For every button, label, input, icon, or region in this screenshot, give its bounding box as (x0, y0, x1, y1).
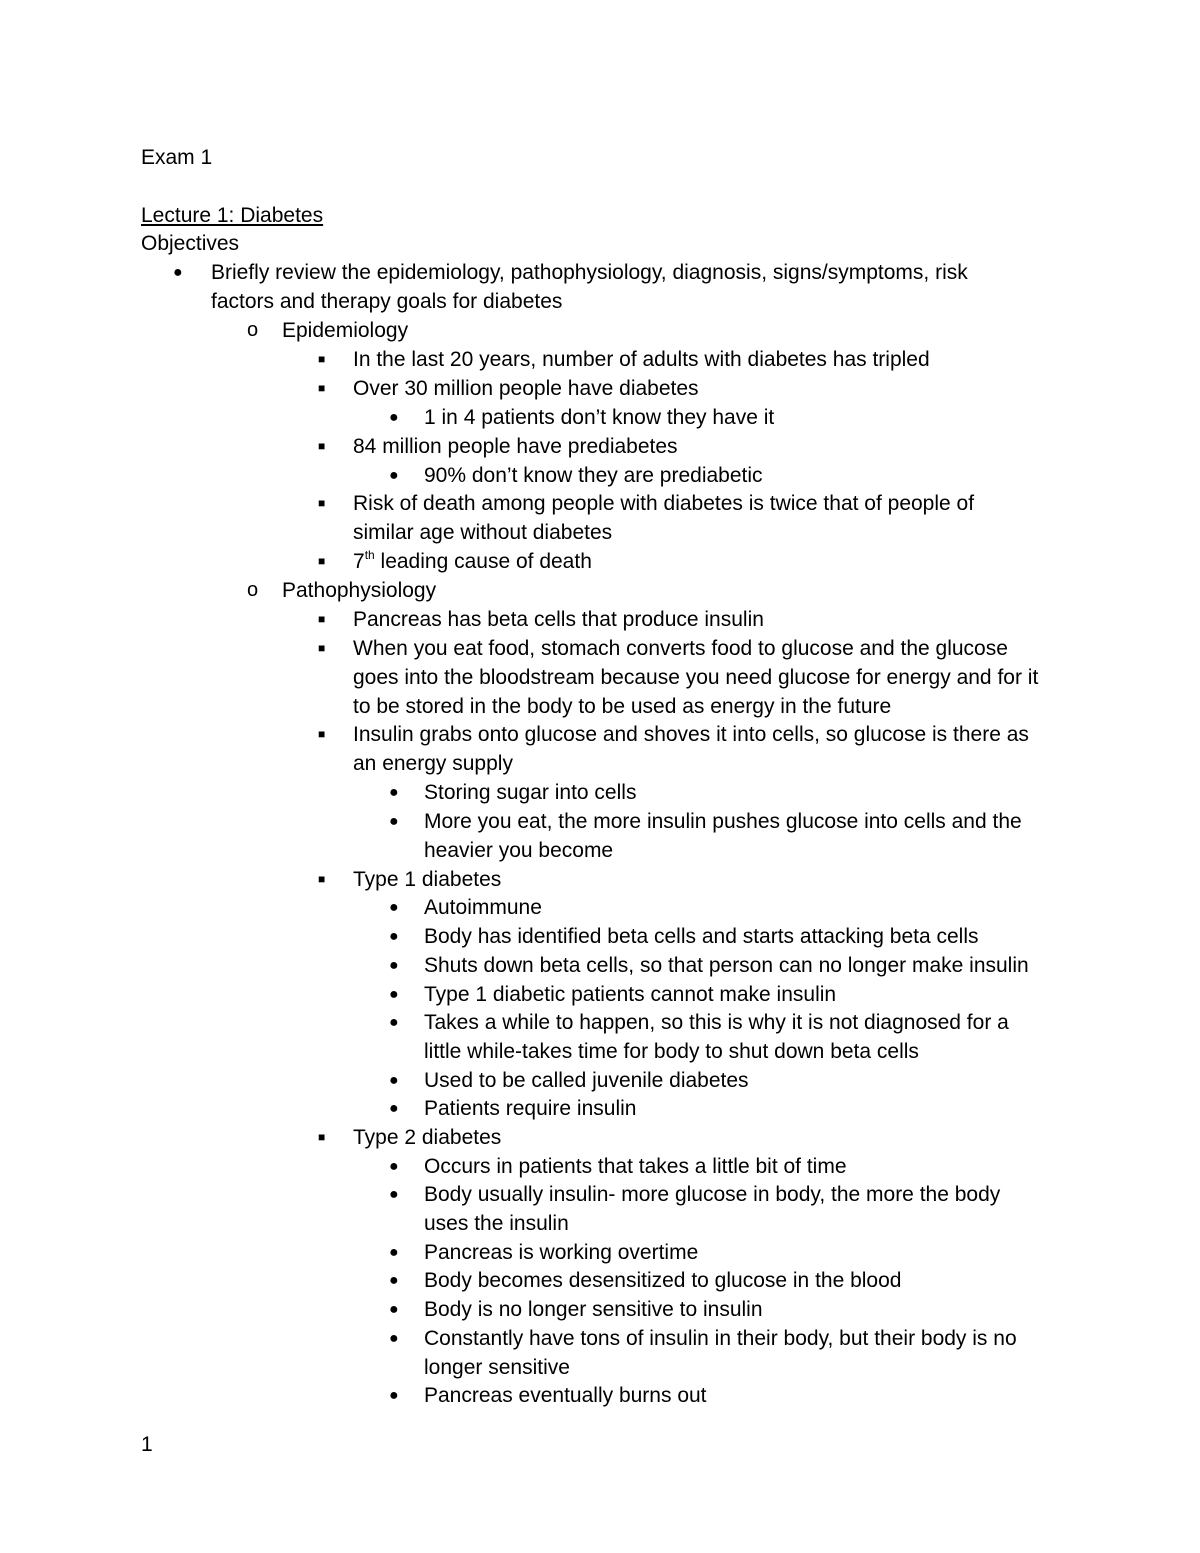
list-item (0, 258, 1200, 287)
item-text: Body usually insulin- more glucose in body, the more the body (424, 1183, 1001, 1206)
item-text: Patients require insulin (424, 1097, 637, 1120)
bullet-disc-icon: ● (389, 1186, 399, 1203)
list-item (0, 1295, 1200, 1324)
item-text: uses the insulin (424, 1212, 569, 1235)
list-item-continuation (0, 749, 1200, 778)
list-item (0, 1381, 1200, 1410)
bullet-disc-icon: ● (389, 1387, 399, 1404)
list-item (0, 1266, 1200, 1295)
objective-text: factors and therapy goals for diabetes (211, 290, 563, 313)
list-item-continuation (0, 836, 1200, 865)
item-text: Type 1 diabetes (353, 868, 502, 891)
bullet-disc-icon: ● (389, 467, 399, 484)
bullet-square-icon: ■ (318, 352, 326, 366)
item-text: Insulin grabs onto glucose and shoves it into cells, so glucose is there as (353, 723, 1029, 746)
list-item (0, 403, 1200, 432)
list-item-continuation (0, 518, 1200, 547)
list-item-continuation (0, 287, 1200, 316)
item-text: More you eat, the more insulin pushes glucose into cells and the (424, 810, 1022, 833)
item-text: When you eat food, stomach converts food to glucose and the glucose (353, 637, 1008, 660)
list-item (0, 576, 1200, 605)
page-title: Exam 1 (141, 146, 213, 169)
list-item (0, 1066, 1200, 1095)
list-item-continuation (0, 663, 1200, 692)
bullet-square-icon: ■ (318, 381, 326, 395)
item-text: Takes a while to happen, so this is why it is not diagnosed for a (424, 1011, 1009, 1034)
list-item (0, 922, 1200, 951)
list-item (0, 1180, 1200, 1209)
bullet-disc-icon: ● (389, 899, 399, 916)
bullet-disc-icon: ● (389, 1301, 399, 1318)
item-text: little while-takes time for body to shut down beta cells (424, 1040, 919, 1063)
item-text: to be stored in the body to be used as energy in the future (353, 695, 892, 718)
list-item (0, 1008, 1200, 1037)
item-text-rest: leading cause of death (374, 550, 592, 573)
objectives-label: Objectives (141, 232, 240, 255)
item-text: an energy supply (353, 752, 513, 775)
list-item-continuation (0, 1353, 1200, 1382)
bullet-disc-icon: ● (389, 1244, 399, 1261)
list-item (0, 720, 1200, 749)
bullet-disc-icon: ● (173, 264, 183, 281)
list-item (0, 1094, 1200, 1123)
list-item (0, 778, 1200, 807)
item-text: 1 in 4 patients don’t know they have it (424, 406, 775, 429)
bullet-disc-icon: ● (389, 813, 399, 830)
lecture-heading-line (0, 201, 1200, 230)
list-item (0, 345, 1200, 374)
bullet-circle-icon: o (247, 579, 259, 601)
item-text: goes into the bloodstream because you need glucose for energy and for it (353, 666, 1039, 689)
list-item (0, 1123, 1200, 1152)
item-text: Storing sugar into cells (424, 781, 637, 804)
item-text: Over 30 million people have diabetes (353, 377, 699, 400)
section-label: Pathophysiology (282, 579, 437, 602)
item-text: Pancreas is working overtime (424, 1241, 699, 1264)
list-item (0, 547, 1200, 576)
item-text: Pancreas eventually burns out (424, 1384, 707, 1407)
list-item (0, 489, 1200, 518)
item-text: Risk of death among people with diabetes is twice that of people of (353, 492, 975, 515)
item-text: 84 million people have prediabetes (353, 435, 678, 458)
item-text: Pancreas has beta cells that produce insulin (353, 608, 764, 631)
bullet-circle-icon: o (247, 319, 259, 341)
item-text: In the last 20 years, number of adults with diabetes has tripled (353, 348, 930, 371)
item-text: longer sensitive (424, 1356, 570, 1379)
item-text (353, 547, 592, 576)
list-item (0, 893, 1200, 922)
objectives-line (0, 229, 1200, 258)
bullet-square-icon: ■ (318, 554, 326, 568)
bullet-disc-icon: ● (389, 928, 399, 945)
item-text: Used to be called juvenile diabetes (424, 1069, 749, 1092)
bullet-square-icon: ■ (318, 872, 326, 886)
list-item (0, 461, 1200, 490)
bullet-disc-icon: ● (389, 986, 399, 1003)
bullet-square-icon: ■ (318, 727, 326, 741)
page-number: 1 (141, 1433, 153, 1456)
bullet-disc-icon: ● (389, 784, 399, 801)
list-item (0, 634, 1200, 663)
list-item (0, 432, 1200, 461)
lecture-heading: Lecture 1: Diabetes (141, 204, 324, 227)
list-item (0, 316, 1200, 345)
list-item-continuation (0, 1037, 1200, 1066)
page-title-line (0, 143, 1200, 172)
bullet-disc-icon: ● (389, 1330, 399, 1347)
list-item (0, 980, 1200, 1009)
item-text: Type 2 diabetes (353, 1126, 502, 1149)
item-text: heavier you become (424, 839, 614, 862)
ordinal-suffix: th (364, 548, 375, 562)
bullet-square-icon: ■ (318, 641, 326, 655)
bullet-disc-icon: ● (389, 1100, 399, 1117)
item-text: similar age without diabetes (353, 521, 613, 544)
list-item (0, 1238, 1200, 1267)
bullet-disc-icon: ● (389, 1014, 399, 1031)
item-text: Shuts down beta cells, so that person can no longer make insulin (424, 954, 1029, 977)
item-text: Type 1 diabetic patients cannot make insulin (424, 983, 837, 1006)
bullet-square-icon: ■ (318, 612, 326, 626)
bullet-disc-icon: ● (389, 1158, 399, 1175)
bullet-disc-icon: ● (389, 957, 399, 974)
item-text: Body is no longer sensitive to insulin (424, 1298, 763, 1321)
list-item (0, 1152, 1200, 1181)
list-item (0, 807, 1200, 836)
item-text: Body has identified beta cells and starts attacking beta cells (424, 925, 979, 948)
list-item-continuation (0, 692, 1200, 721)
ordinal-number: 7 (353, 550, 365, 573)
list-item (0, 605, 1200, 634)
list-item (0, 1324, 1200, 1353)
objective-text: Briefly review the epidemiology, pathophysiology, diagnosis, signs/symptoms, risk (211, 261, 968, 284)
list-item (0, 951, 1200, 980)
bullet-square-icon: ■ (318, 496, 326, 510)
bullet-disc-icon: ● (389, 409, 399, 426)
item-text: 90% don’t know they are prediabetic (424, 464, 763, 487)
bullet-disc-icon: ● (389, 1272, 399, 1289)
list-item-continuation (0, 1209, 1200, 1238)
bullet-disc-icon: ● (389, 1072, 399, 1089)
list-item (0, 374, 1200, 403)
item-text: Occurs in patients that takes a little bit of time (424, 1155, 847, 1178)
bullet-square-icon: ■ (318, 1130, 326, 1144)
bullet-square-icon: ■ (318, 439, 326, 453)
section-label: Epidemiology (282, 319, 409, 342)
item-text: Body becomes desensitized to glucose in the blood (424, 1269, 902, 1292)
item-text: Autoimmune (424, 896, 542, 919)
item-text: Constantly have tons of insulin in their body, but their body is no (424, 1327, 1017, 1350)
list-item (0, 865, 1200, 894)
